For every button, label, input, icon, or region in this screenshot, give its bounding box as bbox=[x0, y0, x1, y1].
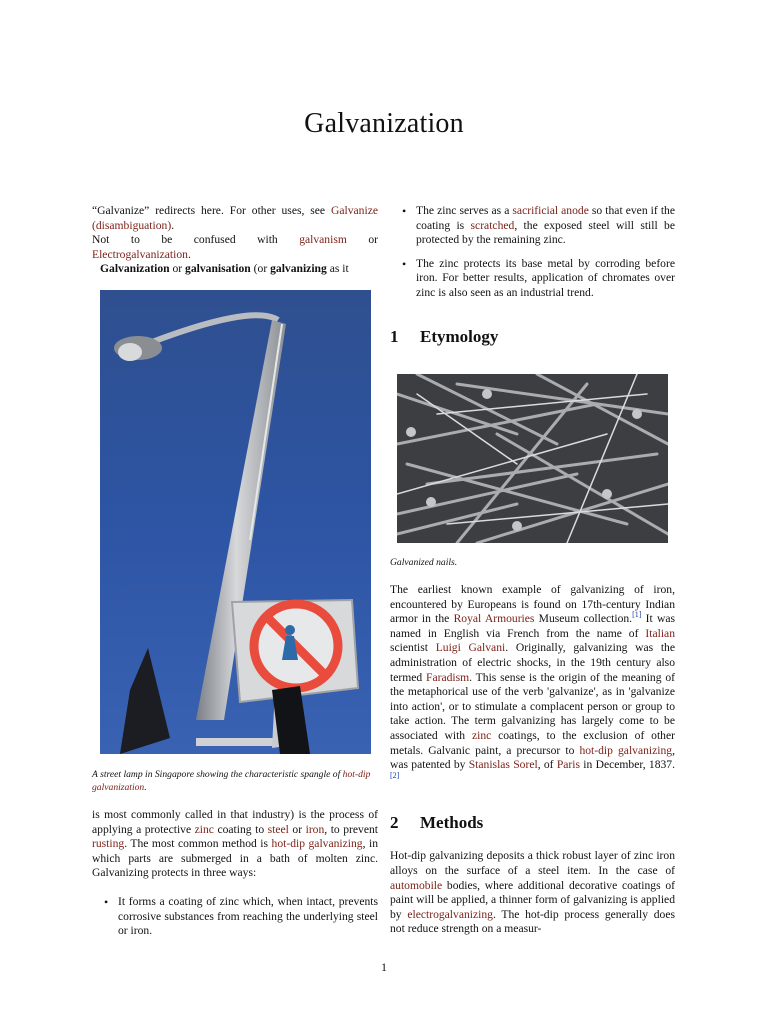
faradism-link[interactable]: Faradism bbox=[426, 670, 470, 684]
electrogalvanization-link[interactable]: Electrogalvanization bbox=[92, 247, 188, 261]
stanislas-sorel-link[interactable]: Stanislas Sorel bbox=[468, 758, 538, 772]
list-item: • The zinc protects its base metal by corroding before iron. For better results, application of chromates over zinc is also seen as an industrial trend. bbox=[390, 257, 675, 301]
protection-list-right bbox=[390, 204, 675, 301]
page-number: 1 bbox=[381, 960, 387, 974]
section-heading-methods: 2 Methods bbox=[390, 813, 484, 833]
electrogalvanizing-link[interactable]: electrogalvanizing bbox=[407, 907, 493, 921]
redirect-note: “Galvanize” redirects here. For other uses, see Galvanize (disambiguation). bbox=[92, 204, 378, 232]
iron-link[interactable]: iron bbox=[305, 822, 325, 836]
etymology-paragraph: The earliest known example of galvanizing of iron, encountered by Europeans is found on 17th-century Indian armor in the Royal Armouries Museum collection.[1] It was named in English via French from the name of Italian scientist Luigi Galvani. Originally, galvanizing was the administration of electric shocks, in the 19th century also termed Faradism. This sense is the origin of the meaning of the metaphorical use of the verb 'galvanize', as in 'galvanize into action', or to stimulate a complacent person or group to take action. The term galvanizing has largely come to be associated with zinc coatings, to the exclusion of other metals. Galvanic paint, a precursor to hot-dip galvanizing, was patented by Stanislas Sorel, of Paris in December, 1837.[2] bbox=[390, 583, 676, 780]
rusting-link[interactable]: rusting bbox=[92, 837, 125, 851]
confuse-note-line2: Electrogalvanization. bbox=[92, 247, 191, 261]
nails-caption: Galvanized nails. bbox=[390, 557, 458, 568]
hot-dip-galvanizing-link-etymology[interactable]: hot-dip galvanizing bbox=[579, 743, 673, 757]
luigi-galvani-link[interactable]: Luigi Galvani bbox=[435, 641, 506, 655]
methods-paragraph: Hot-dip galvanizing deposits a thick robust layer of zinc iron alloys on the surface of a steel item. In the case of automobile bodies, where additional decorative coatings of paint will be applied, a thinner form of galvanizing is applied by electrogalvanizing. The hot-dip process generally does not reduce strength on a measur- bbox=[390, 849, 675, 936]
right-lower bbox=[390, 556, 675, 937]
section-heading-etymology: 1 Etymology bbox=[390, 326, 499, 346]
galvanized-nails-image bbox=[397, 374, 668, 543]
list-item: • It forms a coating of zinc which, when intact, prevents corrosive substances from reaching the underlying steel or iron. bbox=[92, 895, 378, 939]
list-item: • The zinc serves as a sacrificial anode so that even if the coating is scratched, the exposed steel will still be protected by the remaining zinc. bbox=[390, 204, 675, 248]
scratched-link[interactable]: scratched bbox=[470, 218, 515, 232]
galvanize-disambiguation-link[interactable]: Galvanize (disambiguation) bbox=[92, 204, 378, 232]
zinc-link[interactable]: zinc bbox=[194, 822, 214, 836]
lead-sentence: Galvanization or galvanisation (or galvanizing as it bbox=[100, 262, 349, 276]
galvanism-link[interactable]: galvanism bbox=[299, 233, 347, 247]
paris-link[interactable]: Paris bbox=[556, 758, 580, 772]
definition-paragraph: is most commonly called in that industry) is the process of applying a protective zinc coating to steel or iron, to prevent rusting. The most common method is hot-dip galvanizing, in which parts are submerged in a bath of molten zinc. Galvanizing protects in three ways: bbox=[92, 808, 379, 880]
confuse-note-line1: Not to be confused with galvanism or bbox=[92, 233, 378, 247]
hot-dip-galvanization-caption-link[interactable]: hot-dip galvanization bbox=[92, 769, 371, 793]
left-column bbox=[92, 204, 378, 277]
zinc-link-etymology[interactable]: zinc bbox=[471, 728, 492, 742]
left-continuation bbox=[92, 808, 378, 939]
hot-dip-galvanizing-link[interactable]: hot-dip galvanizing bbox=[271, 837, 363, 851]
protection-list-left bbox=[92, 895, 378, 939]
page-title: Galvanization bbox=[304, 108, 464, 139]
reference-2[interactable]: [2] bbox=[390, 770, 400, 780]
lamp-caption: A street lamp in Singapore showing the characteristic spangle of hot-dip galvanization. bbox=[92, 769, 371, 793]
street-lamp-image bbox=[100, 290, 371, 754]
right-column bbox=[390, 204, 675, 347]
steel-link[interactable]: steel bbox=[267, 822, 289, 836]
royal-armouries-link[interactable]: Royal Armouries bbox=[453, 612, 535, 626]
italian-link[interactable]: Italian bbox=[645, 626, 675, 640]
automobile-link[interactable]: automobile bbox=[390, 878, 443, 892]
reference-1[interactable]: [1] bbox=[632, 610, 642, 620]
sacrificial-anode-link[interactable]: sacrificial anode bbox=[512, 204, 589, 217]
